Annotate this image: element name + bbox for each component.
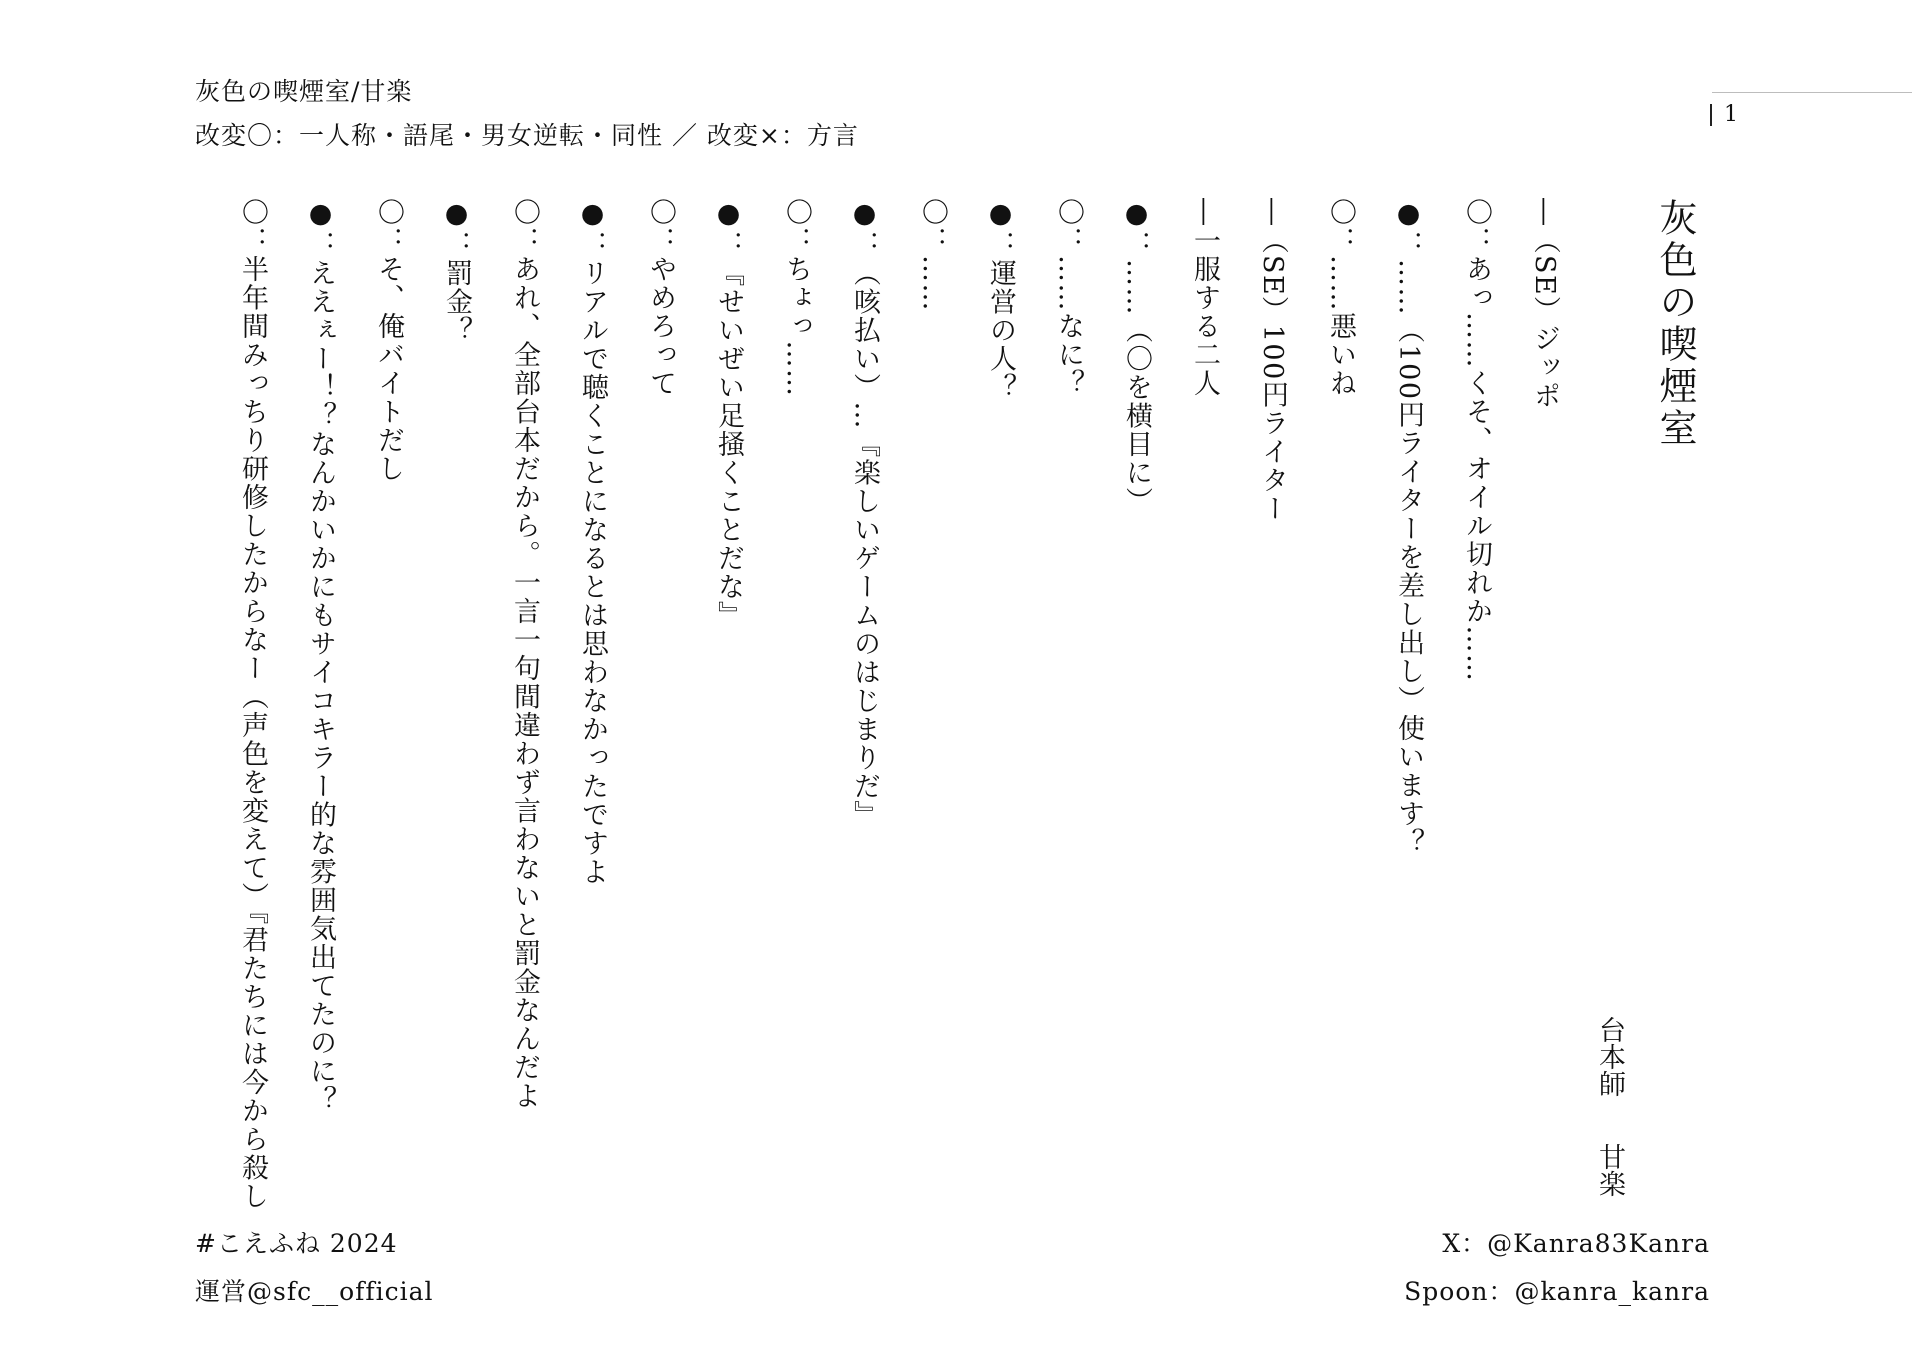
footer-spoon-account: Spoon：@kanra_kanra: [1404, 1277, 1710, 1306]
header-modification-rules: 改変〇：一人称・語尾・男女逆転・同性 ／ 改変×：方言: [195, 121, 859, 150]
page-number-bar: [1710, 104, 1712, 126]
script-line: ●：……（100円ライターを差し出し）使います？: [1393, 198, 1424, 857]
script-title: 灰色の喫煙室: [1653, 198, 1697, 450]
script-line: ●：運営の人？: [985, 198, 1016, 402]
header-title: 灰色の喫煙室/甘楽: [195, 77, 413, 106]
script-line: ●：リアルで聴くことになるとは思わなかったですよ: [577, 198, 608, 886]
author-name: 甘楽: [1594, 1143, 1625, 1197]
script-line: 〇：そ、俺バイトだし: [373, 198, 404, 483]
script-line: 〇：やめろって: [645, 198, 676, 398]
author-credit: [1596, 1016, 1623, 1197]
footer-hashtag: #こえふね 2024: [195, 1229, 398, 1258]
script-line: ―（SE）ジッポ: [1529, 198, 1560, 411]
script-line: 〇：ちょっ……: [781, 198, 812, 398]
page-number-rule: [1712, 92, 1912, 93]
script-line: ―（SE）100円ライター: [1257, 198, 1288, 524]
script-line: ●：『せいぜい足掻くことだな』: [713, 198, 744, 630]
footer-x-account: X：@Kanra83Kanra: [1442, 1229, 1710, 1258]
author-label: 台本師: [1594, 1016, 1625, 1097]
script-line: ―一服する二人: [1189, 198, 1220, 398]
script-line: ●：……（〇を横目に）: [1121, 198, 1152, 516]
page-number: [1710, 102, 1738, 127]
script-line: 〇：……悪いね: [1325, 198, 1356, 398]
script-line: ●：（咳払い）…『楽しいゲームのはじまりだ』: [849, 198, 880, 829]
script-line: ●：ええぇー！？なんかいかにもサイコキラー的な雰囲気出てたのに？: [305, 198, 336, 1114]
script-line: 〇：あっ……くそ、オイル切れか……: [1461, 198, 1492, 683]
script-line: 〇：……: [917, 198, 948, 312]
footer-organizer: 運営@sfc__official: [195, 1277, 434, 1306]
page-number-value: 1: [1724, 102, 1738, 127]
script-line: 〇：あれ、全部台本だから。一言一句間違わず言わないと罰金なんだよ: [509, 198, 540, 1110]
script-line: 〇：……なに？: [1053, 198, 1084, 398]
script-line: 〇：半年間みっちり研修したからなー（声色を変えて）『君たちには今から殺し: [237, 198, 268, 1211]
script-line: ●：罰金？: [441, 198, 472, 345]
